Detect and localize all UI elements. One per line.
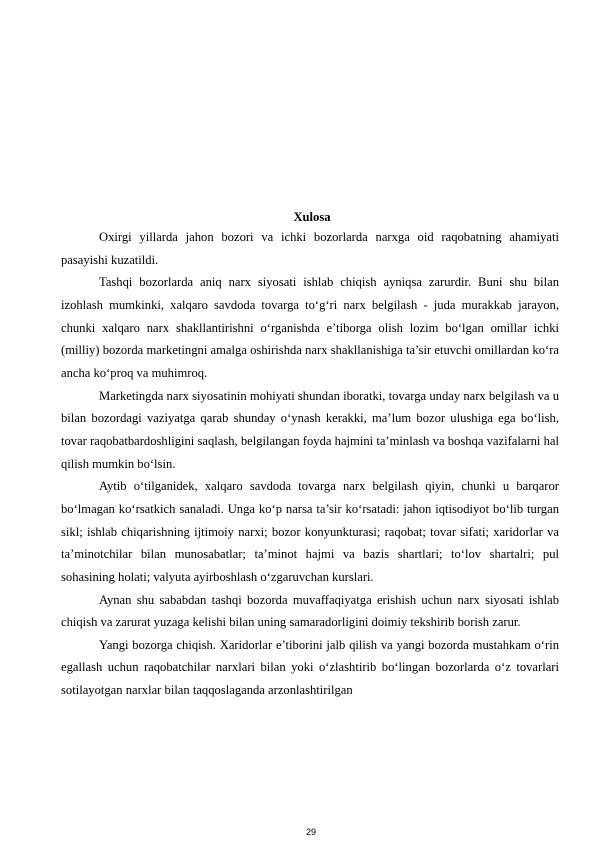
paragraph-3: Marketingda narx siyosatinin mohiyati shundan iboratki, tovarga unday narx belgilash va u bilan bozordagi vaziyatga qarab shunday o‘ynash kerakki, ma’lum bozor ulushiga ega bo‘lish, tovar raqobatbardoshligini saqlash, belgilangan foyda hajmini ta’minlash va boshqa vazifalarni hal qilish mumkin bo‘lsin. (61, 388, 559, 471)
paragraph-6: Yangi bozorga chiqish. Xaridorlar e’tiborini jalb qilish va yangi bozorda mustahkam o‘rin egallash uchun raqobatchilar narxlari bilan yoki o‘zlashtirib bo‘lingan bozorlarda o‘z tovarlari sotilayotgan narxlar bilan taqqoslaganda arzonlashtirilgan (61, 637, 559, 698)
document-body (61, 209, 559, 702)
paragraph-1: Oxirgi yillarda jahon bozori va ichki bozorlarda narxga oid raqobatning ahamiyati pasayishi kuzatildi. (61, 230, 559, 267)
paragraph-2: Tashqi bozorlarda aniq narx siyosati ishlab chiqish ayniqsa zarurdir. Buni shu bilan izohlash mumkinki, xalqaro savdoda tovarga to‘g‘ri narx belgilash - juda murakkab jarayon, chunki xalqaro narx shakllantirishni o‘rganishda e’tiborga olish lozim bo‘lgan omillar ichki (milliy) bozorda marketingni amalga oshirishda narx shakllanishiga ta’sir etuvchi omillardan ko‘ra ancha ko‘proq va muhimroq. (61, 275, 559, 380)
section-heading: Xulosa (293, 210, 331, 224)
page-number: 29 (305, 827, 316, 837)
paragraph-5: Aynan shu sababdan tashqi bozorda muvaffaqiyatga erishish uchun narx siyosati ishlab chiqish va zarurat yuzaga kelishi bilan uning samaradorligini doimiy tekshirib borish zarur. (61, 592, 559, 630)
paragraph-4: Aytib o‘tilganidek, xalqaro savdoda tovarga narx belgilash qiyin, chunki u barqaror bo‘lmagan ko‘rsatkich sanaladi. Unga ko‘p narsa ta’sir ko‘rsatadi: jahon iqtisodiyot bo‘lib turgan sikl; ishlab chiqarishning ijtimoiy narxi; bozor konyunkturasi; raqobat; tovar sifati; xaridorlar va ta’minotchilar bilan munosabatlar; ta’minot hajmi va bazis shartlari; to‘lov shartalri; pul sohasining holati; valyuta ayirboshlash o‘zgaruvchan kurslari. (61, 479, 559, 584)
